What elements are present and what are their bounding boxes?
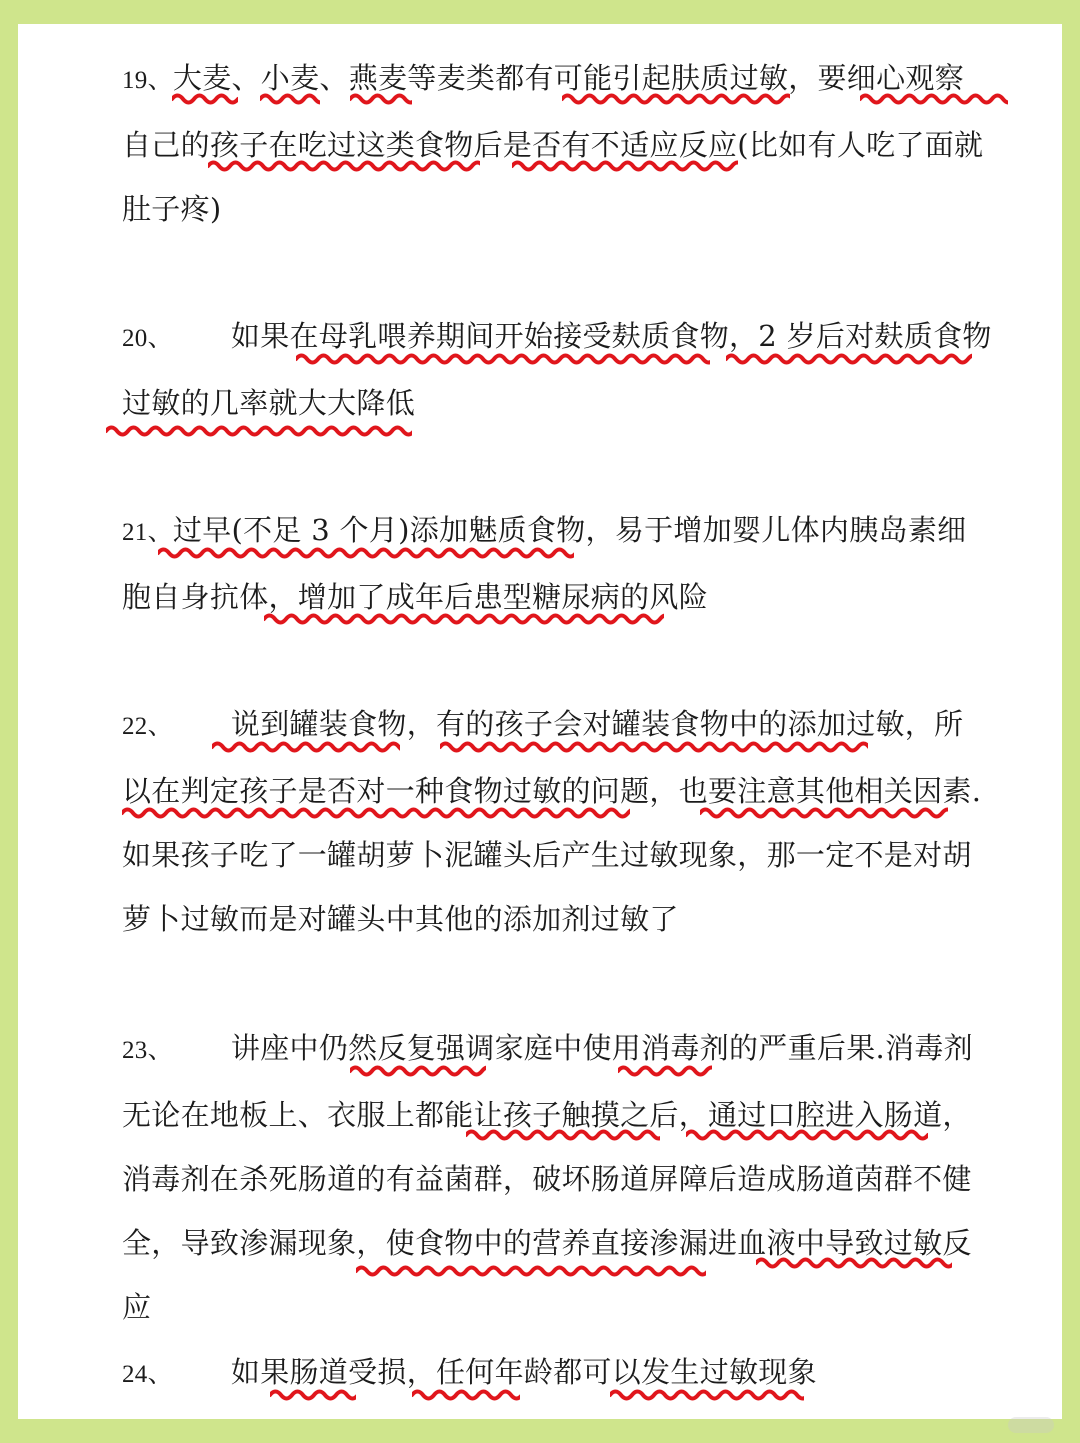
item-text-23: 讲座中仍然反复强调家庭中使用消毒剂的严重后果.消毒剂无论在地板上、衣服上都能让孩子触摸之后，通过口腔进入肠道，消毒剂在杀死肠道的有益菌群，破坏肠道屏障后造成肠道茵群不健全，导致渗漏现象，使食物中的营养直接渗漏进血液中导致过敏反应 (122, 1031, 973, 1324)
item-number-22: 22、 (122, 713, 173, 740)
item-number-21: 21、 (122, 519, 173, 546)
list-item-20 (122, 304, 992, 435)
item-number-19: 19、 (122, 67, 173, 94)
list-item-24 (122, 1340, 992, 1407)
item-text-20: 如果在母乳喂养期间开始接受麸质食物，2 岁后对麸质食物过敏的几率就大大降低 (122, 319, 992, 420)
item-text-19: 大麦、小麦、燕麦等麦类都有可能引起肤质过敏，要细心观察自己的孩子在吃过这类食物后是否有不适应反应(比如有人吃了面就肚子疼) (122, 61, 984, 226)
item-text-21: 过早(不足 3 个月)添加魅质食物，易于增加婴儿体内胰岛素细胞自身抗体，增加了成年后患型糖尿病的风险 (122, 513, 967, 614)
list-item-21 (122, 498, 992, 629)
list-item-22 (122, 692, 992, 951)
item-text-24: 如果肠道受损，任何年龄都可以发生过敏现象 (230, 1355, 817, 1389)
item-text-22: 说到罐装食物，有的孩子会对罐装食物中的添加过敏，所以在判定孩子是否对一种食物过敏的问题，也要注意其他相关因素.如果孩子吃了一罐胡萝卜泥罐头后产生过敏现象，那一定不是对胡萝卜过敏而是对罐头中其他的添加剂过敏了 (122, 707, 982, 936)
list-item-19 (122, 46, 992, 241)
item-number-20: 20、 (122, 325, 173, 352)
list-item-23 (122, 1016, 992, 1339)
item-number-24: 24、 (122, 1361, 173, 1388)
watermark-badge (1008, 1417, 1054, 1433)
item-number-23: 23、 (122, 1037, 173, 1064)
